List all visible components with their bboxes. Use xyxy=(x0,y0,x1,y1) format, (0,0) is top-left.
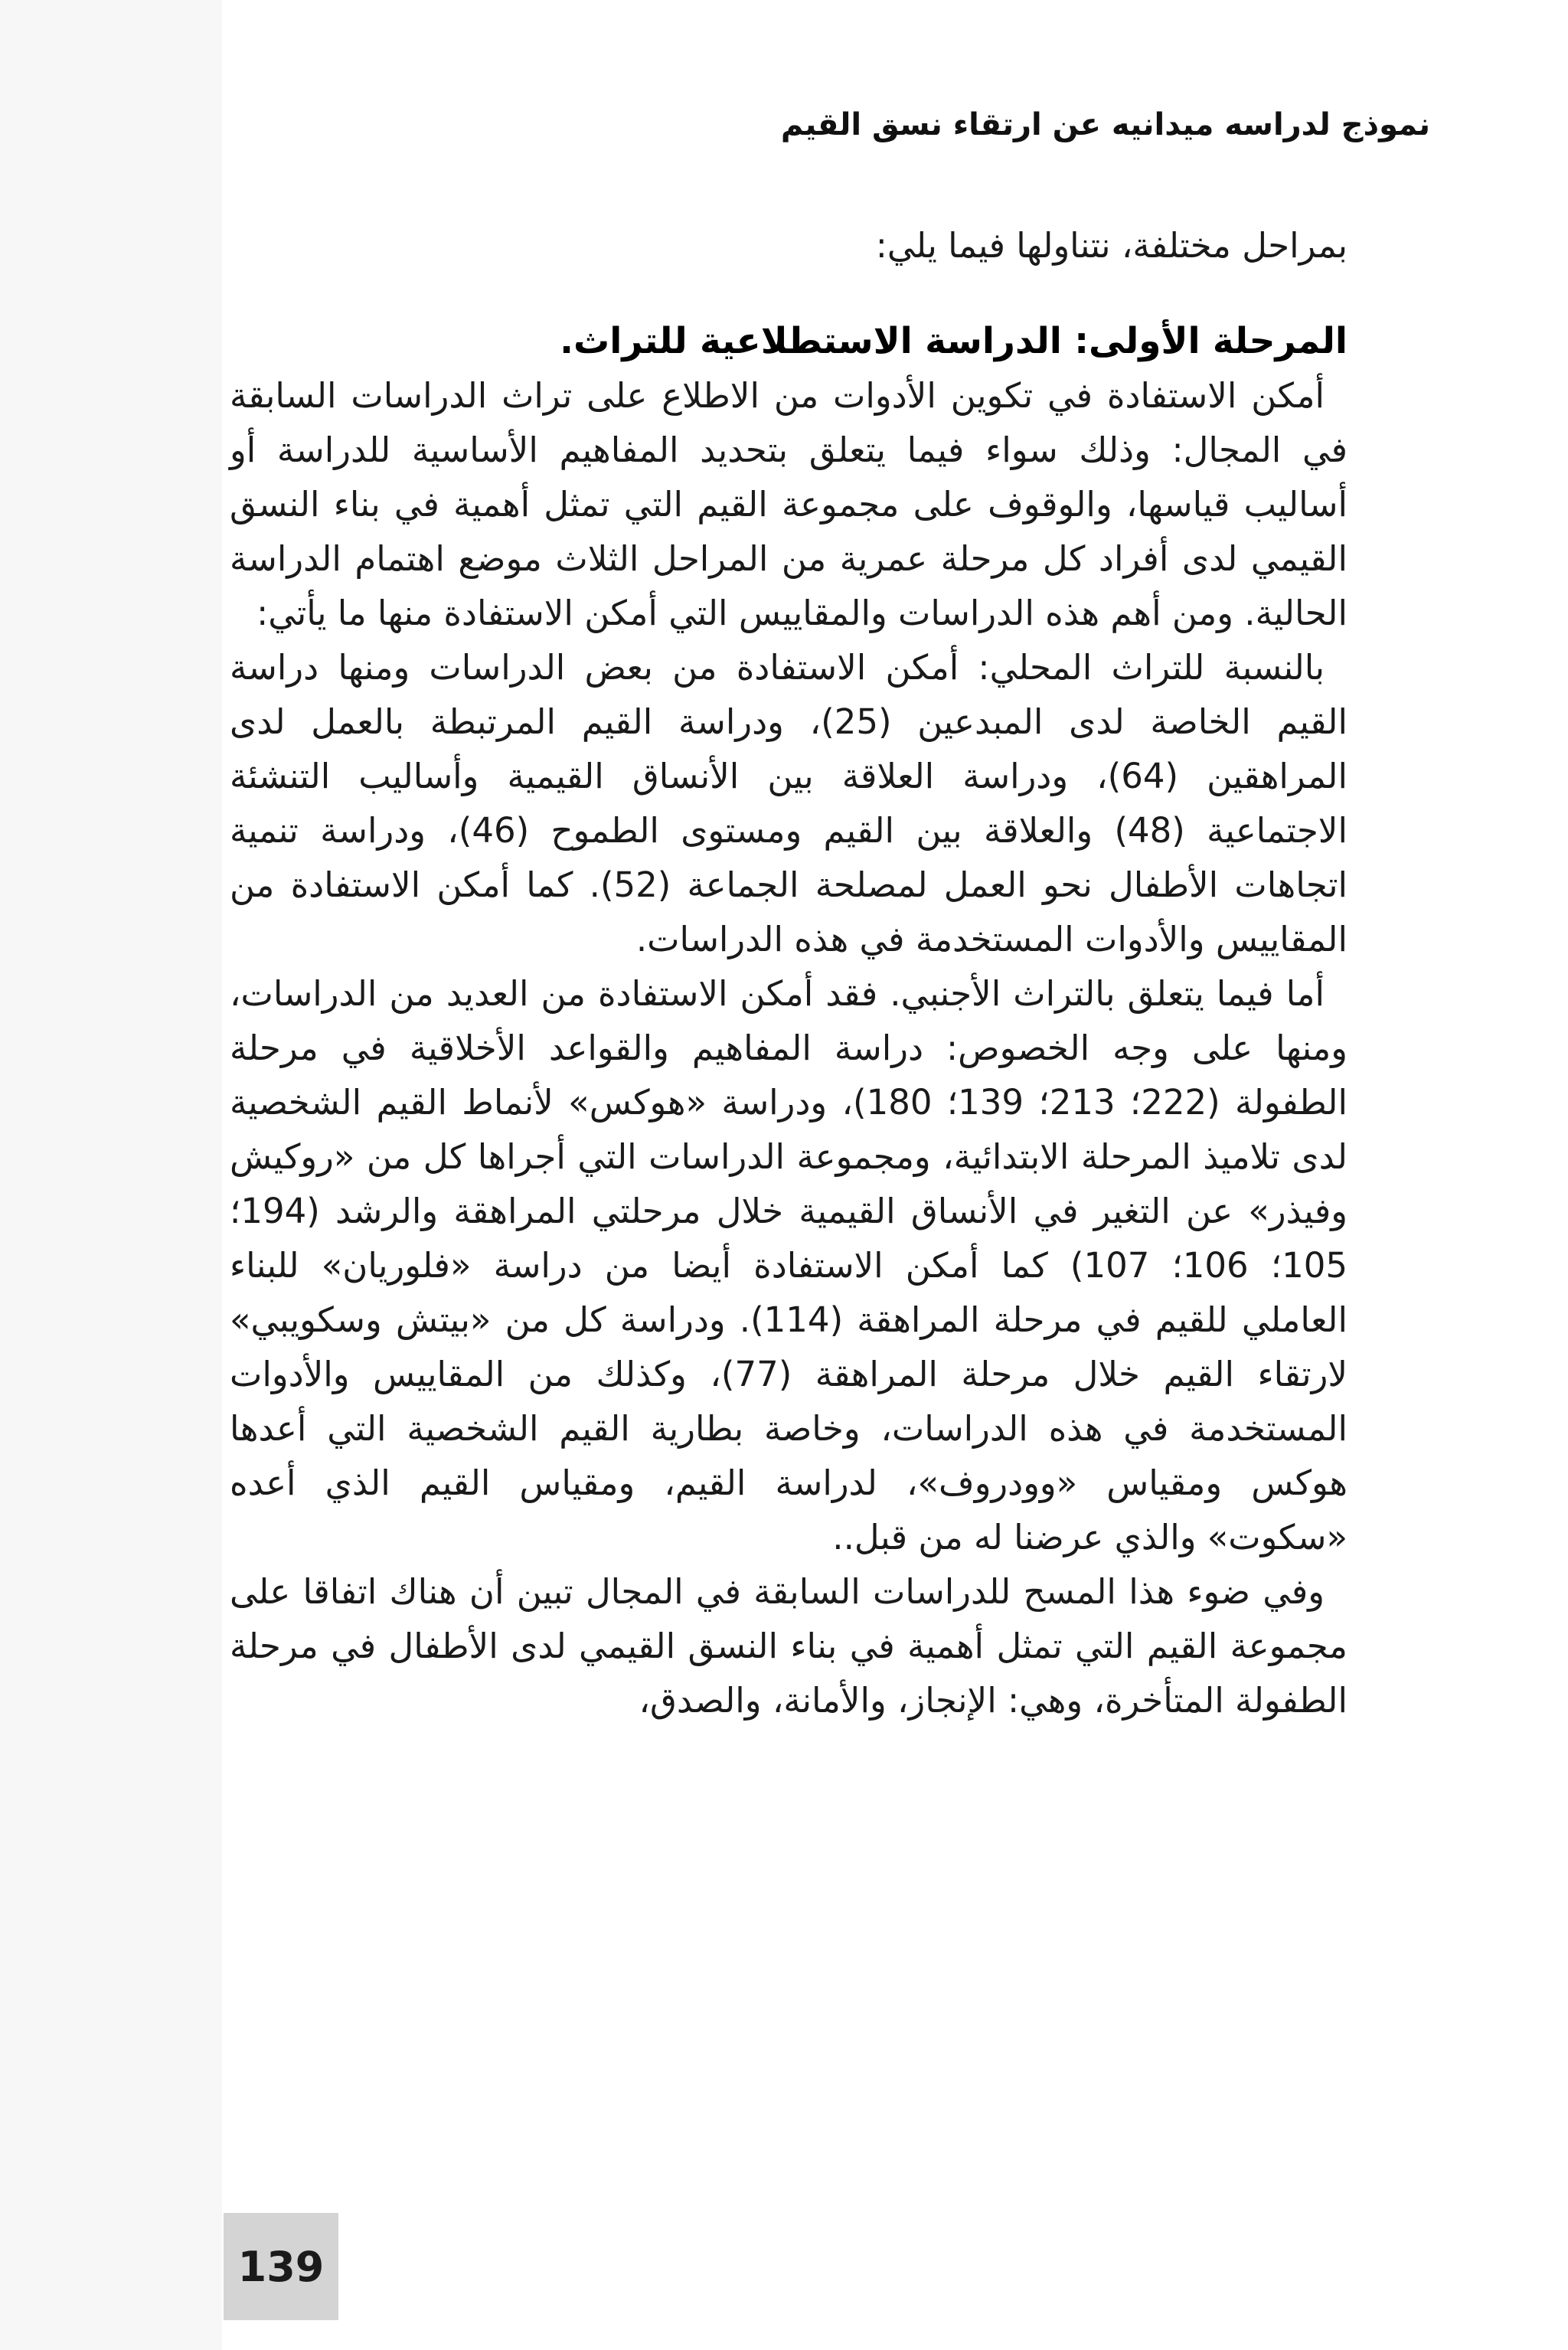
page-number: 139 xyxy=(237,2242,325,2291)
paragraph-1: أمكن الاستفادة في تكوين الأدوات من الاطلاع على تراث الدراسات السابقة في المجال: وذلك سواء فيما يتعلق بتحديد المفاهيم الأساسية للدراسة أو أساليب قياسها، والوقوف على مجموعة القيم التي تمثل أهمية في بناء النسق القيمي لدى أفراد كل مرحلة عمرية من المراحل الثلاث موضع اهتمام الدراسة الحالية. ومن أهم هذه الدراسات والمقاييس التي أمكن الاستفادة منها ما يأتي: xyxy=(230,375,1348,633)
body-text xyxy=(230,218,1348,1727)
section-heading: المرحلة الأولى: الدراسة الاستطلاعية للتراث. xyxy=(560,320,1348,362)
paragraph-3: أما فيما يتعلق بالتراث الأجنبي. فقد أمكن الاستفادة من العديد من الدراسات، ومنها على وجه الخصوص: دراسة المفاهيم والقواعد الأخلاقية في مرحلة الطفولة (222؛ 213؛ 139؛ 180)، ودراسة «هوكس» لأنماط القيم الشخصية لدى تلاميذ المرحلة الابتدائية، ومجموعة الدراسات التي أجراها كل من «روكيش وفيذر» عن التغير في الأنساق القيمية خلال مرحلتي المراهقة والرشد (194؛ 105؛ 106؛ 107) كما أمكن الاستفادة أيضا من دراسة «فلوريان» للبناء العاملي للقيم في مرحلة المراهقة (114). ودراسة كل من «بيتش وسكويبي» لارتقاء القيم خلال مرحلة المراهقة (77)، وكذلك من المقاييس والأدوات المستخدمة في هذه الدراسات، وخاصة بطارية القيم الشخصية التي أعدها هوكس ومقياس «وودروف»، لدراسة القيم، ومقياس القيم الذي أعده «سكوت» والذي عرضنا له من قبل.. xyxy=(230,973,1348,1557)
page-margin-band xyxy=(0,0,222,2350)
page-number-box xyxy=(224,2213,338,2320)
running-header: نموذج لدراسه ميدانيه عن ارتقاء نسق القيم xyxy=(780,107,1430,142)
intro-line: بمراحل مختلفة، نتناولها فيما يلي: xyxy=(875,225,1348,266)
paragraph-2: بالنسبة للتراث المحلي: أمكن الاستفادة من بعض الدراسات ومنها دراسة القيم الخاصة لدى المبدعين (25)، ودراسة القيم المرتبطة بالعمل لدى المراهقين (64)، ودراسة العلاقة بين الأنساق القيمية وأساليب التنشئة الاجتماعية (48) والعلاقة بين القيم ومستوى الطموح (46)، ودراسة تنمية اتجاهات الأطفال نحو العمل لمصلحة الجماعة (52). كما أمكن الاستفادة من المقاييس والأدوات المستخدمة في هذه الدراسات. xyxy=(230,647,1348,959)
paragraph-4: وفي ضوء هذا المسح للدراسات السابقة في المجال تبين أن هناك اتفاقا على مجموعة القيم التي تمثل أهمية في بناء النسق القيمي لدى الأطفال في مرحلة الطفولة المتأخرة، وهي: الإنجاز، والأمانة، والصدق، xyxy=(230,1571,1348,1721)
